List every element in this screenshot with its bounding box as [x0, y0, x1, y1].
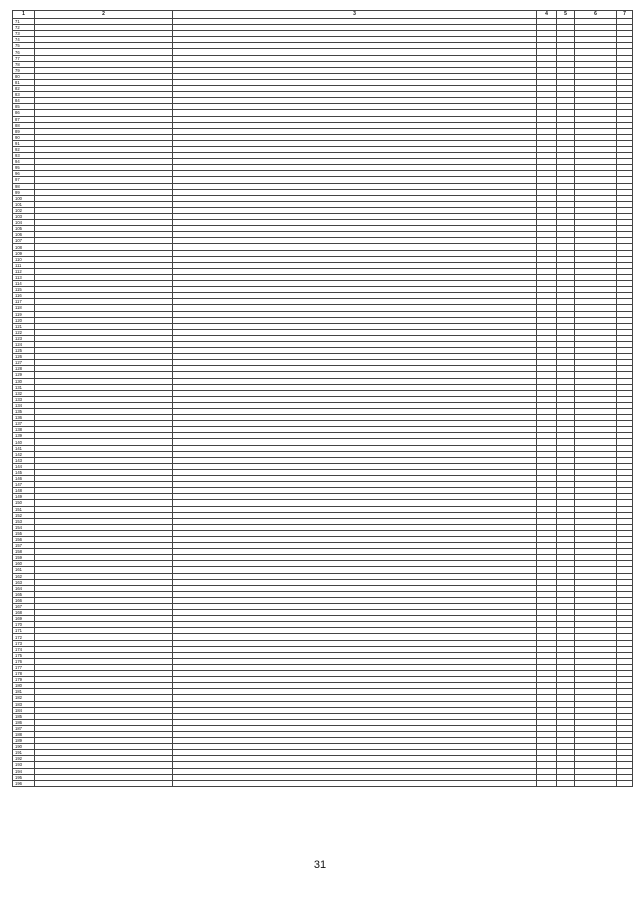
table-header-row	[13, 11, 633, 19]
row-number-cell: 153	[13, 518, 35, 524]
row-number-cell: 74	[13, 37, 35, 43]
row-number-cell: 162	[13, 573, 35, 579]
work-type-cell	[173, 780, 537, 786]
row-number-cell: 188	[13, 731, 35, 737]
row-number-cell: 193	[13, 762, 35, 768]
row-number-cell: 91	[13, 140, 35, 146]
column-header: 1	[13, 11, 35, 19]
row-number-cell: 141	[13, 445, 35, 451]
row-number-cell: 195	[13, 774, 35, 780]
row-number-cell: 123	[13, 335, 35, 341]
row-number-cell: 138	[13, 427, 35, 433]
row-number-cell: 154	[13, 524, 35, 530]
address-cell	[35, 780, 173, 786]
column-header: 4	[537, 11, 557, 19]
row-number-cell: 80	[13, 73, 35, 79]
row-number-cell: 93	[13, 153, 35, 159]
row-number-cell: 86	[13, 110, 35, 116]
row-number-cell: 99	[13, 189, 35, 195]
row-number-cell: 137	[13, 421, 35, 427]
row-number-cell: 146	[13, 476, 35, 482]
row-number-cell: 183	[13, 701, 35, 707]
row-number-cell: 145	[13, 469, 35, 475]
row-number-cell: 110	[13, 256, 35, 262]
row-number-cell: 106	[13, 232, 35, 238]
row-number-cell: 192	[13, 756, 35, 762]
row-number-cell: 85	[13, 104, 35, 110]
row-number-cell: 124	[13, 341, 35, 347]
row-number-cell: 179	[13, 677, 35, 683]
row-number-cell: 73	[13, 31, 35, 37]
row-number-cell: 136	[13, 415, 35, 421]
row-number-cell: 155	[13, 530, 35, 536]
row-number-cell: 122	[13, 329, 35, 335]
row-number-cell: 159	[13, 555, 35, 561]
row-number-cell: 102	[13, 207, 35, 213]
row-number-cell: 148	[13, 488, 35, 494]
row-number-cell: 77	[13, 55, 35, 61]
row-number-cell: 129	[13, 372, 35, 378]
row-number-cell: 169	[13, 616, 35, 622]
row-number-cell: 160	[13, 561, 35, 567]
row-number-cell: 135	[13, 409, 35, 415]
row-number-cell: 184	[13, 707, 35, 713]
row-number-cell: 79	[13, 67, 35, 73]
row-number-cell: 190	[13, 744, 35, 750]
row-number-cell: 108	[13, 244, 35, 250]
table-body	[13, 19, 633, 787]
row-number-cell: 118	[13, 305, 35, 311]
row-number-cell: 90	[13, 134, 35, 140]
row-number-cell: 172	[13, 634, 35, 640]
row-number-cell: 127	[13, 360, 35, 366]
column-header: 7	[617, 11, 633, 19]
column-header: 2	[35, 11, 173, 19]
row-number-cell: 156	[13, 536, 35, 542]
row-number-cell: 149	[13, 494, 35, 500]
row-number-cell: 143	[13, 457, 35, 463]
row-number-cell: 88	[13, 122, 35, 128]
table-row	[13, 780, 633, 786]
row-number-cell: 87	[13, 116, 35, 122]
row-number-cell: 173	[13, 640, 35, 646]
row-number-cell: 191	[13, 750, 35, 756]
row-number-cell: 151	[13, 506, 35, 512]
row-number-cell: 158	[13, 549, 35, 555]
row-number-cell: 94	[13, 159, 35, 165]
row-number-cell: 132	[13, 390, 35, 396]
program-table	[12, 10, 633, 787]
row-number-cell: 170	[13, 622, 35, 628]
column-header: 6	[575, 11, 617, 19]
row-number-cell: 167	[13, 604, 35, 610]
row-number-cell: 174	[13, 646, 35, 652]
row-number-cell: 116	[13, 293, 35, 299]
row-number-cell: 107	[13, 238, 35, 244]
row-number-cell: 142	[13, 451, 35, 457]
row-number-cell: 120	[13, 317, 35, 323]
row-number-cell: 115	[13, 287, 35, 293]
row-number-cell: 163	[13, 579, 35, 585]
row-number-cell: 185	[13, 713, 35, 719]
row-number-cell: 186	[13, 719, 35, 725]
row-number-cell: 175	[13, 652, 35, 658]
row-number-cell: 121	[13, 323, 35, 329]
page-number: 31	[313, 859, 327, 871]
row-number-cell: 130	[13, 378, 35, 384]
row-number-cell: 96	[13, 171, 35, 177]
row-number-cell: 71	[13, 19, 35, 25]
row-number-cell: 98	[13, 183, 35, 189]
row-number-cell: 194	[13, 768, 35, 774]
row-number-cell: 117	[13, 299, 35, 305]
row-number-cell: 133	[13, 396, 35, 402]
row-number-cell: 128	[13, 366, 35, 372]
row-number-cell: 157	[13, 543, 35, 549]
row-number-cell: 168	[13, 610, 35, 616]
row-number-cell: 72	[13, 25, 35, 31]
row-number-cell: 104	[13, 220, 35, 226]
row-number-cell: 111	[13, 262, 35, 268]
row-number-cell: 176	[13, 658, 35, 664]
row-number-cell: 189	[13, 738, 35, 744]
row-number-cell: 103	[13, 214, 35, 220]
row-number-cell: 101	[13, 201, 35, 207]
row-number-cell: 177	[13, 664, 35, 670]
row-number-cell: 112	[13, 268, 35, 274]
row-number-cell: 181	[13, 689, 35, 695]
row-number-cell: 119	[13, 311, 35, 317]
program-table-page	[12, 10, 632, 787]
column-header: 3	[173, 11, 537, 19]
row-number-cell: 81	[13, 79, 35, 85]
row-number-cell: 82	[13, 86, 35, 92]
column-header: 5	[557, 11, 575, 19]
year-built-cell	[537, 780, 557, 786]
row-number-cell: 152	[13, 512, 35, 518]
row-number-cell: 92	[13, 146, 35, 152]
row-number-cell: 114	[13, 281, 35, 287]
row-number-cell: 147	[13, 482, 35, 488]
row-number-cell: 187	[13, 725, 35, 731]
row-number-cell: 109	[13, 250, 35, 256]
row-number-cell: 95	[13, 165, 35, 171]
year-repaired-cell	[557, 780, 575, 786]
row-number-cell: 75	[13, 43, 35, 49]
row-number-cell: 171	[13, 628, 35, 634]
row-number-cell: 84	[13, 98, 35, 104]
row-number-cell: 125	[13, 348, 35, 354]
row-number-cell: 78	[13, 61, 35, 67]
row-number-cell: 178	[13, 671, 35, 677]
row-number-cell: 144	[13, 463, 35, 469]
row-number-cell: 126	[13, 354, 35, 360]
row-number-cell: 134	[13, 402, 35, 408]
row-number-cell: 83	[13, 92, 35, 98]
row-number-cell: 97	[13, 177, 35, 183]
row-number-cell: 196	[13, 780, 35, 786]
row-number-cell: 161	[13, 567, 35, 573]
row-number-cell: 113	[13, 274, 35, 280]
row-number-cell: 165	[13, 591, 35, 597]
row-number-cell: 139	[13, 433, 35, 439]
row-number-cell: 182	[13, 695, 35, 701]
row-number-cell: 164	[13, 585, 35, 591]
row-number-cell: 105	[13, 226, 35, 232]
row-number-cell: 180	[13, 683, 35, 689]
note-cell	[617, 780, 633, 786]
planned-period-cell	[575, 780, 617, 786]
row-number-cell: 100	[13, 195, 35, 201]
row-number-cell: 166	[13, 597, 35, 603]
row-number-cell: 76	[13, 49, 35, 55]
row-number-cell: 131	[13, 384, 35, 390]
row-number-cell: 150	[13, 500, 35, 506]
row-number-cell: 140	[13, 439, 35, 445]
row-number-cell: 89	[13, 128, 35, 134]
